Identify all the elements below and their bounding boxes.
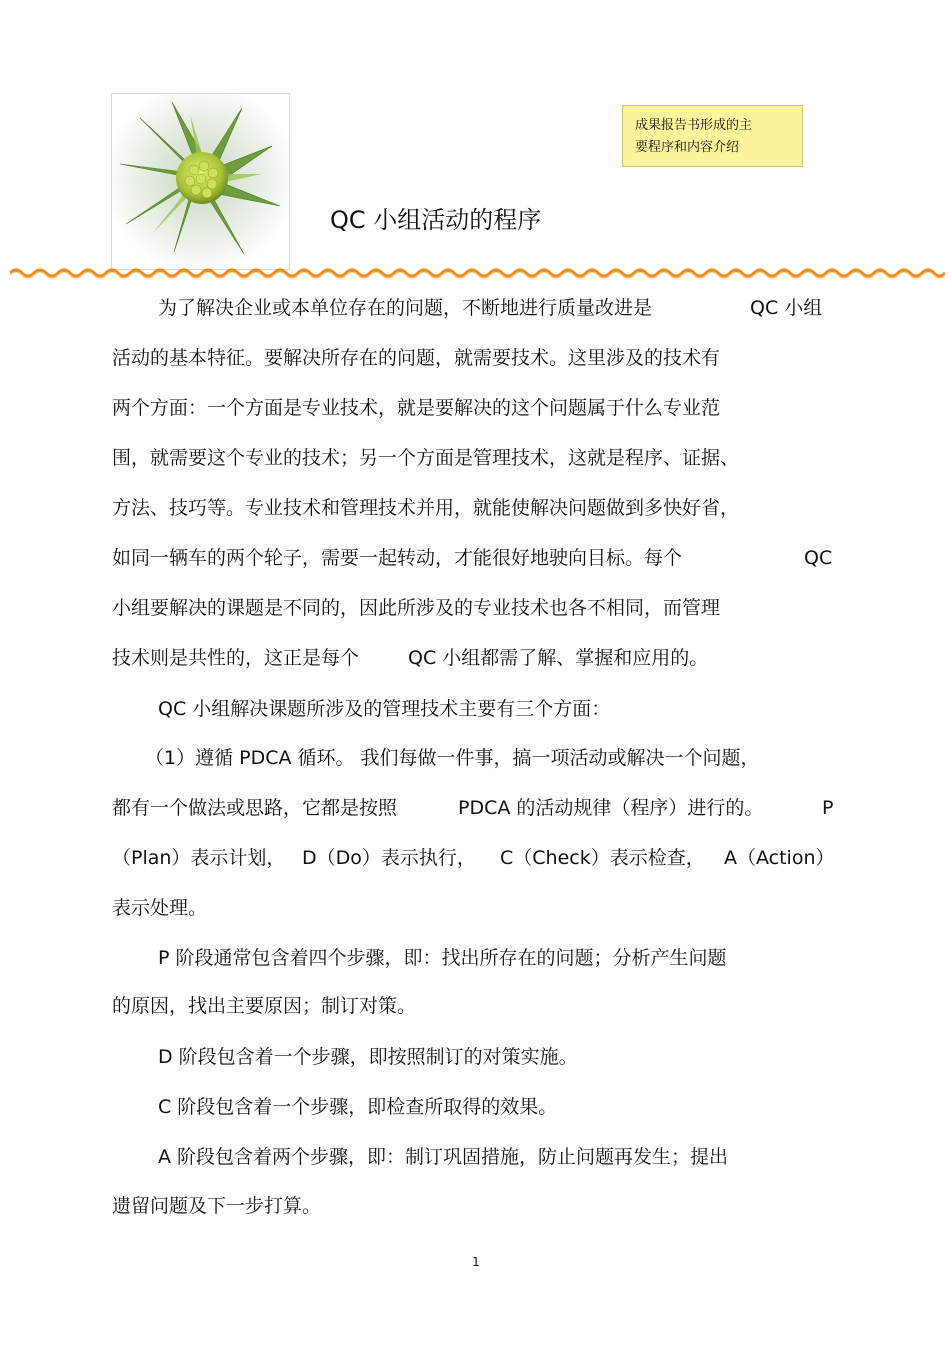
paragraph-7-line-1: A 阶段包含着两个步骤，即：制订巩固措施，防止问题再发生；提出 xyxy=(158,1146,729,1168)
text-run: QC 小组 xyxy=(750,297,823,319)
text-run: D（Do）表示执行， xyxy=(302,847,476,869)
text-run: 如同一辆车的两个轮子，需要一起转动，才能很好地驶向目标。每个 xyxy=(112,547,683,569)
text-run: PDCA 的活动规律（程序）进行的。 xyxy=(458,797,764,819)
paragraph-3-line-2 xyxy=(112,794,842,822)
text-run: QC 小组都需了解、掌握和应用的。 xyxy=(408,647,709,669)
paragraph-1-line-3: 两个方面：一个方面是专业技术，就是要解决的这个问题属于什么专业范 xyxy=(112,397,721,419)
paragraph-1-line-2: 活动的基本特征。要解决所存在的问题，就需要技术。这里涉及的技术有 xyxy=(112,347,721,369)
paragraph-1-line-8 xyxy=(112,644,832,672)
paragraph-5-line-1: D 阶段包含着一个步骤，即按照制订的对策实施。 xyxy=(158,1046,578,1068)
text-run: （Plan）表示计划， xyxy=(112,847,286,869)
wavy-divider-icon xyxy=(10,263,945,281)
text-run: 都有一个做法或思路，它都是按照 xyxy=(112,797,398,819)
text-run: C（Check）表示检查， xyxy=(500,847,705,869)
note-box xyxy=(622,105,803,167)
text-run: A（Action） xyxy=(724,847,835,869)
paragraph-2-line-1: QC 小组解决课题所涉及的管理技术主要有三个方面： xyxy=(158,698,611,720)
paragraph-4-line-2: 的原因，找出主要原因；制订对策。 xyxy=(112,995,417,1017)
note-line-1: 成果报告书形成的主 xyxy=(635,118,753,133)
paragraph-3-line-4: 表示处理。 xyxy=(112,897,208,919)
page-number: 1 xyxy=(472,1255,480,1269)
text-run: P xyxy=(822,797,834,819)
paragraph-1-line-1 xyxy=(158,294,838,322)
paragraph-1-line-6 xyxy=(112,544,842,572)
flower-photo xyxy=(111,93,290,270)
page-title: QC 小组活动的程序 xyxy=(330,206,542,234)
paragraph-6-line-1: C 阶段包含着一个步骤，即检查所取得的效果。 xyxy=(158,1096,558,1118)
text-run: 技术则是共性的，这正是每个 xyxy=(112,647,360,669)
paragraph-3-line-1: （1）遵循 PDCA 循环。 我们每做一件事，搞一项活动或解决一个问题， xyxy=(145,747,760,769)
paragraph-1-line-7: 小组要解决的课题是不同的，因此所涉及的专业技术也各不相同，而管理 xyxy=(112,597,721,619)
paragraph-1-line-5: 方法、技巧等。专业技术和管理技术并用，就能使解决问题做到多快好省， xyxy=(112,497,740,519)
paragraph-1-line-4: 围，就需要这个专业的技术；另一个方面是管理技术，这就是程序、证据、 xyxy=(112,447,740,469)
paragraph-4-line-1: P 阶段通常包含着四个步骤，即：找出所存在的问题；分析产生问题 xyxy=(158,947,727,969)
text-run: 为了解决企业或本单位存在的问题，不断地进行质量改进是 xyxy=(158,297,653,319)
text-run: QC xyxy=(804,547,833,569)
note-line-2: 要程序和内容介绍 xyxy=(635,140,740,155)
paragraph-7-line-2: 遗留问题及下一步打算。 xyxy=(112,1195,322,1217)
paragraph-3-line-3 xyxy=(112,844,842,872)
flower-image-icon xyxy=(112,94,289,269)
